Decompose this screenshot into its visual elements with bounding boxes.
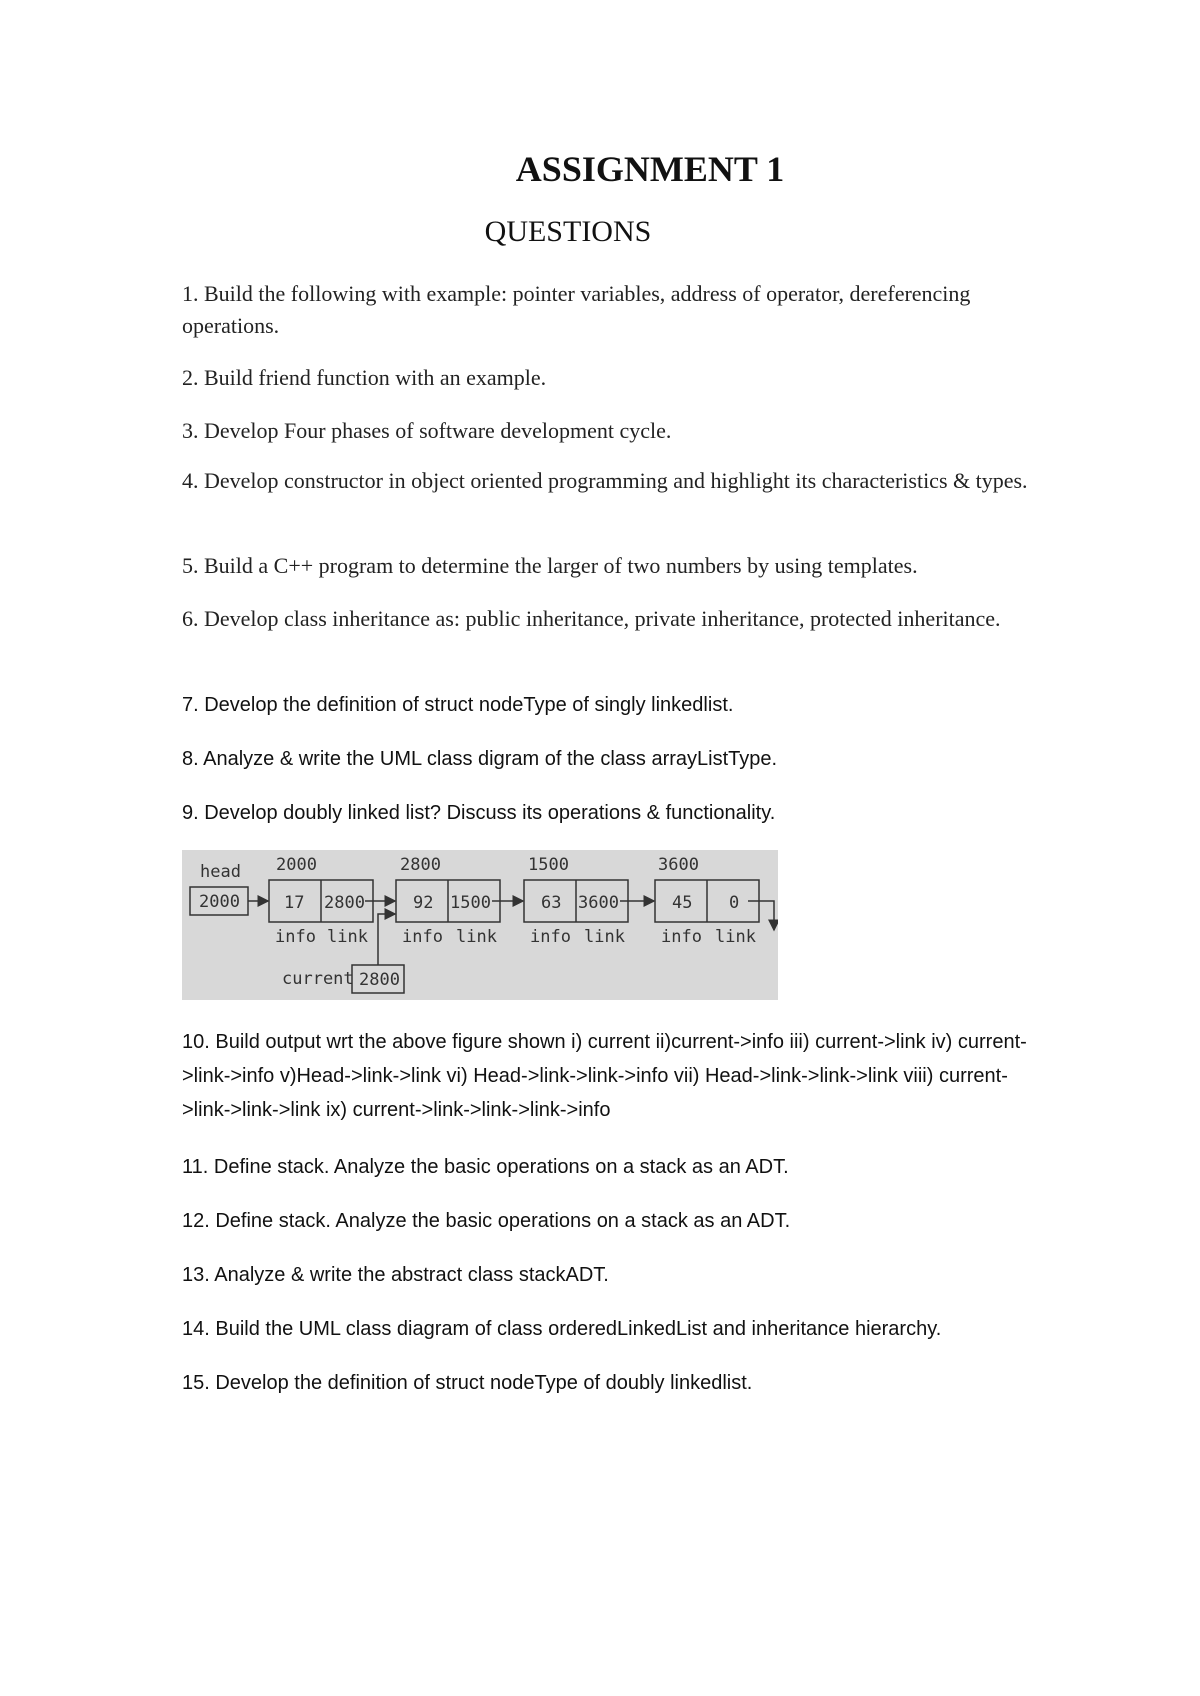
question-9: 9. Develop doubly linked list? Discuss its operations & functionality. bbox=[182, 802, 776, 824]
question-8: 8. Analyze & write the UML class digram of the class arrayListType. bbox=[182, 748, 778, 770]
question-10: 10. Build output wrt the above figure shown i) current ii)current->info iii) current->link iv) current->link->info v)Head->link->link vi) Head->link->link->info vii) Head->link->link->link viii) current->link->link->link ix) current->link->link->link->info bbox=[182, 1031, 1027, 1121]
node-3-info-label: info bbox=[530, 927, 571, 947]
node-4-info: 45 bbox=[672, 893, 693, 913]
node-3-info: 63 bbox=[541, 893, 562, 913]
linked-list-diagram bbox=[182, 850, 778, 1000]
node-2-info-label: info bbox=[402, 927, 443, 947]
node-3-link: 3600 bbox=[578, 893, 619, 913]
question-3: 3. Develop Four phases of software development cycle. bbox=[182, 418, 672, 443]
current-arrow bbox=[378, 914, 395, 965]
question-15: 15. Develop the definition of struct nodeType of doubly linkedlist. bbox=[182, 1372, 753, 1394]
question-5: 5. Build a C++ program to determine the larger of two numbers by using templates. bbox=[182, 553, 918, 578]
node-2-link: 1500 bbox=[450, 893, 491, 913]
question-12: 12. Define stack. Analyze the basic operations on a stack as an ADT. bbox=[182, 1210, 791, 1232]
node-3-link-label: link bbox=[584, 927, 625, 947]
node-4-link: 0 bbox=[729, 893, 740, 913]
question-6: 6. Develop class inheritance as: public inheritance, private inheritance, protected inheritance. bbox=[182, 606, 1001, 631]
node-1-info: 17 bbox=[284, 893, 305, 913]
head-value: 2000 bbox=[199, 892, 240, 912]
node-1-link-label: link bbox=[327, 927, 368, 947]
node-1-address: 2000 bbox=[276, 855, 317, 875]
node-3 bbox=[524, 855, 628, 947]
question-14: 14. Build the UML class diagram of class orderedLinkedList and inheritance hierarchy. bbox=[182, 1318, 942, 1340]
current-label: current bbox=[282, 969, 354, 989]
node-4-address: 3600 bbox=[658, 855, 699, 875]
node-1-link: 2800 bbox=[324, 893, 365, 913]
node-2-address: 2800 bbox=[400, 855, 441, 875]
question-13: 13. Analyze & write the abstract class stackADT. bbox=[182, 1264, 609, 1286]
node-1-info-label: info bbox=[275, 927, 316, 947]
question-4: 4. Develop constructor in object oriented programming and highlight its characteristics & types. bbox=[182, 468, 1028, 493]
linked-list-figure bbox=[182, 850, 778, 1000]
node-1 bbox=[269, 855, 373, 947]
node-2-info: 92 bbox=[413, 893, 434, 913]
node-4 bbox=[655, 855, 759, 947]
head-label: head bbox=[200, 862, 241, 882]
current-value: 2800 bbox=[359, 970, 400, 990]
page-title: ASSIGNMENT 1 bbox=[515, 149, 785, 189]
question-11: 11. Define stack. Analyze the basic operations on a stack as an ADT. bbox=[182, 1156, 789, 1178]
node-4-link-label: link bbox=[715, 927, 756, 947]
null-arrow bbox=[748, 901, 774, 930]
node-3-address: 1500 bbox=[528, 855, 569, 875]
page-subtitle: QUESTIONS bbox=[484, 215, 652, 248]
node-2 bbox=[396, 855, 500, 947]
question-1: 1. Build the following with example: pointer variables, address of operator, dereferencing operations. bbox=[182, 281, 971, 338]
question-7: 7. Develop the definition of struct nodeType of singly linkedlist. bbox=[182, 694, 734, 716]
node-4-info-label: info bbox=[661, 927, 702, 947]
node-2-link-label: link bbox=[456, 927, 497, 947]
question-2: 2. Build friend function with an example. bbox=[182, 365, 547, 390]
